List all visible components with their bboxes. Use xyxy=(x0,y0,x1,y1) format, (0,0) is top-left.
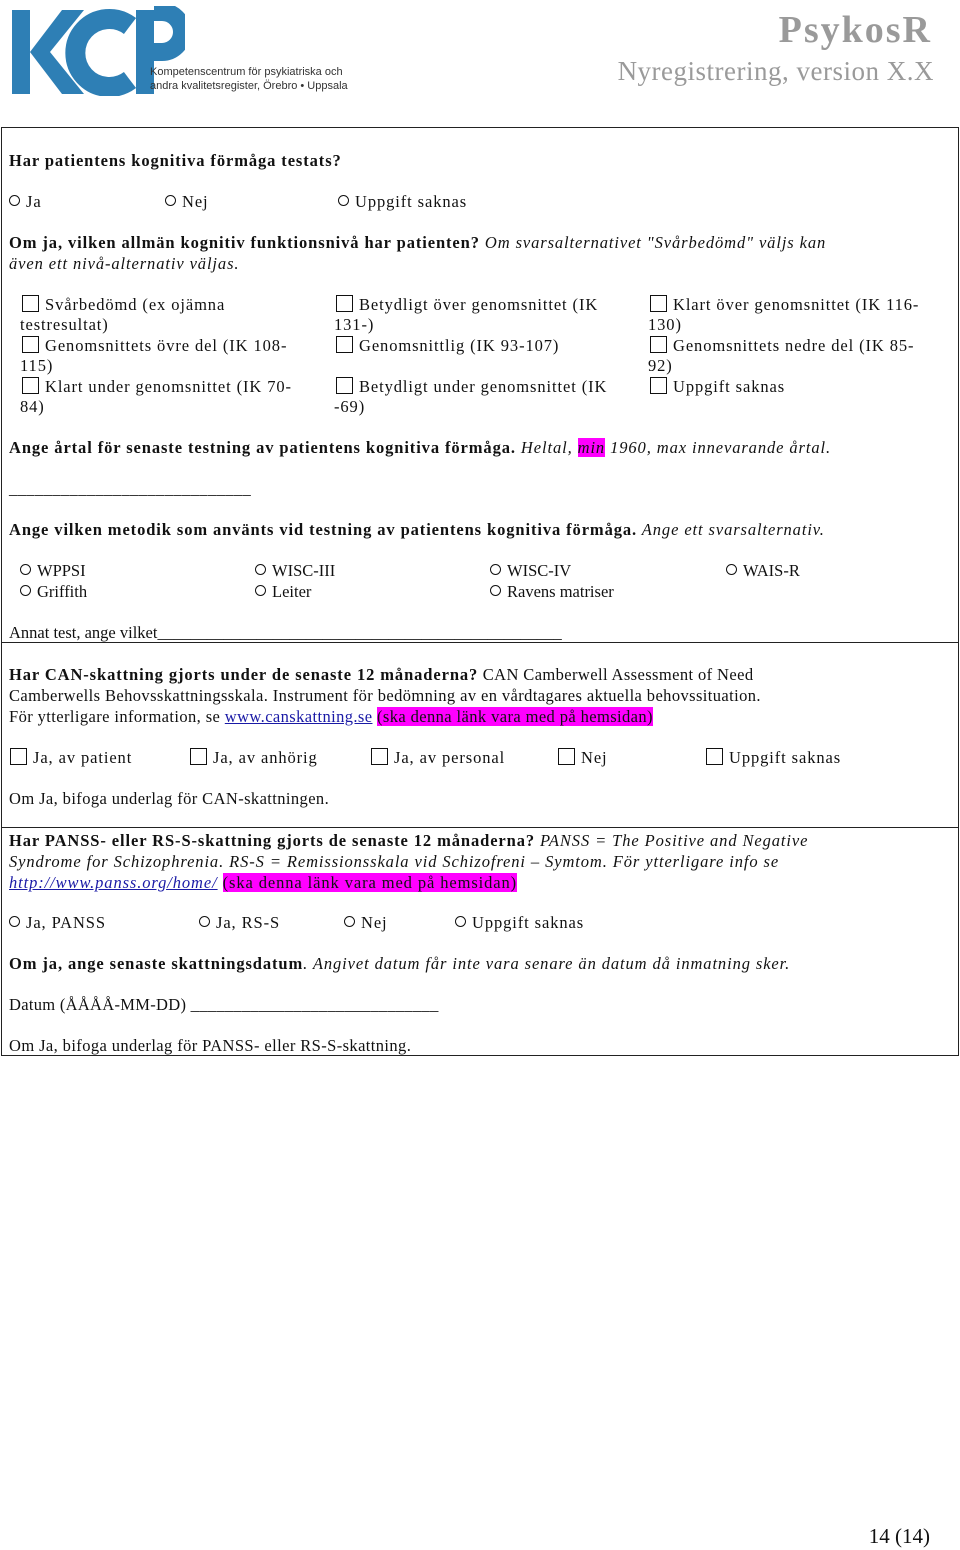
can-desc-3-text: För ytterligare information, se xyxy=(9,707,225,726)
method-note: Ange ett svarsalternativ. xyxy=(637,520,825,539)
panss-question-text: Har PANSS- eller RS-S-skattning gjorts de senaste 12 månaderna? xyxy=(9,831,536,850)
other-test-field[interactable]: Annat test, ange vilket_________________________________________________ xyxy=(9,623,562,642)
level-betydligt-over[interactable]: Betydligt över genomsnittet (IK xyxy=(336,293,598,315)
method-question-text: Ange vilken metodik som använts vid testning av patientens kognitiva förmåga. xyxy=(9,520,638,539)
kcp-logo xyxy=(10,6,348,96)
level-svarbedomd-cont: testresultat) xyxy=(20,315,109,334)
page-number: 14 (14) xyxy=(868,1524,930,1548)
level-nedre-del[interactable]: Genomsnittets nedre del (IK 85- xyxy=(650,334,914,356)
date-question-text: Om ja, ange senaste skattningsdatum xyxy=(9,954,304,973)
can-option-nej[interactable]: Nej xyxy=(558,746,608,768)
year-note-1: Heltal, xyxy=(515,438,578,457)
level-klart-under-cont: 84) xyxy=(20,397,45,416)
method-griffith[interactable]: Griffith xyxy=(20,581,87,602)
year-input-line[interactable]: ____________________________ xyxy=(9,479,252,498)
method-wppsi[interactable]: WPPSI xyxy=(20,560,86,581)
level-nedre-del-cont: 92) xyxy=(648,356,673,375)
year-question xyxy=(9,437,831,458)
level-svarbedomd[interactable]: Svårbedömd (ex ojämna xyxy=(22,293,225,315)
method-ravens-matriser[interactable]: Ravens matriser xyxy=(490,581,614,602)
panss-attach-note: Om Ja, bifoga underlag för PANSS- eller RS-S-skattning. xyxy=(9,1036,412,1055)
date-note: . Angivet datum får inte vara senare än datum då inmatning sker. xyxy=(303,954,791,973)
panss-desc-3 xyxy=(9,872,517,893)
can-question-text: Har CAN-skattning gjorts under de senaste 12 månaderna? xyxy=(9,665,479,684)
panss-link-note: (ska denna länk vara med på hemsidan) xyxy=(222,873,518,892)
cognitive-option-nej[interactable]: Nej xyxy=(165,191,209,212)
panss-option-ja-rs-s[interactable]: Ja, RS-S xyxy=(199,912,280,933)
method-wisc-iii[interactable]: WISC-III xyxy=(255,560,335,581)
app-title: PsykosR xyxy=(778,9,932,51)
level-betydligt-under[interactable]: Betydligt under genomsnittet (IK xyxy=(336,375,607,397)
level-klart-under[interactable]: Klart under genomsnittet (IK 70- xyxy=(22,375,292,397)
can-desc-1: CAN Camberwell Assessment of Need xyxy=(478,665,754,684)
panss-question xyxy=(9,830,808,851)
can-link-note: (ska denna länk vara med på hemsidan) xyxy=(377,707,653,726)
level-ovre-del[interactable]: Genomsnittets övre del (IK 108- xyxy=(22,334,287,356)
cognitive-option-ja[interactable]: Ja xyxy=(9,191,42,212)
can-option-ja-patient[interactable]: Ja, av patient xyxy=(10,746,132,768)
panss-option-uppgift-saknas[interactable]: Uppgift saknas xyxy=(455,912,584,933)
panss-desc-1: PANSS = The Positive and Negative xyxy=(535,831,809,850)
section-divider-panss xyxy=(1,827,959,828)
can-option-ja-personal[interactable]: Ja, av personal xyxy=(371,746,505,768)
level-genomsnittlig[interactable]: Genomsnittlig (IK 93-107) xyxy=(336,334,559,356)
level-ovre-del-cont: 115) xyxy=(20,356,54,375)
can-option-uppgift-saknas[interactable]: Uppgift saknas xyxy=(706,746,841,768)
panss-option-nej[interactable]: Nej xyxy=(344,912,388,933)
method-wisc-iv[interactable]: WISC-IV xyxy=(490,560,571,581)
can-desc-2: Camberwells Behovsskattningsskala. Instrument för bedömning av en vårdtagares aktuella behovssituation. xyxy=(9,686,761,705)
panss-link[interactable]: http://www.panss.org/home/ xyxy=(9,873,218,892)
document-subtitle: Nyregistrering, version X.X xyxy=(617,56,934,86)
logo-text-line-1: Kompetenscentrum för psykiatriska och xyxy=(150,66,343,78)
logo-text-line-2: andra kvalitetsregister, Örebro • Uppsala xyxy=(150,80,348,92)
level-question-text: Om ja, vilken allmän kognitiv funktionsnivå har patienten? xyxy=(9,233,480,252)
level-betydligt-under-cont: -69) xyxy=(334,397,366,416)
panss-date-question xyxy=(9,953,790,974)
year-note-2: 1960, max innevarande årtal. xyxy=(605,438,831,457)
level-klart-over[interactable]: Klart över genomsnittet (IK 116- xyxy=(650,293,919,315)
level-note-text: Om svarsalternativet "Svårbedömd" väljs kan xyxy=(479,233,827,252)
panss-option-ja-panss[interactable]: Ja, PANSS xyxy=(9,912,106,933)
method-question xyxy=(9,519,825,540)
can-attach-note: Om Ja, bifoga underlag för CAN-skattningen. xyxy=(9,789,330,808)
cognitive-level-question xyxy=(9,232,826,253)
panss-desc-2: Syndrome for Schizophrenia. RS-S = Remissionsskala vid Schizofreni – Symtom. För ytterligare info se xyxy=(9,852,780,871)
year-note-min: min xyxy=(577,438,606,457)
method-leiter[interactable]: Leiter xyxy=(255,581,311,602)
can-question xyxy=(9,664,753,685)
cognitive-option-uppgift-saknas[interactable]: Uppgift saknas xyxy=(338,191,467,212)
can-option-ja-anhorig[interactable]: Ja, av anhörig xyxy=(190,746,318,768)
can-desc-3 xyxy=(9,706,653,727)
cognitive-tested-question: Har patientens kognitiva förmåga testats? xyxy=(9,151,342,170)
level-uppgift-saknas[interactable]: Uppgift saknas xyxy=(650,375,785,397)
panss-date-field[interactable]: Datum (ÅÅÅÅ-MM-DD) _____________________________ xyxy=(9,995,439,1014)
method-wais-r[interactable]: WAIS-R xyxy=(726,560,800,581)
level-note-line-2: även ett nivå-alternativ väljas. xyxy=(9,254,240,273)
level-betydligt-over-cont: 131-) xyxy=(334,315,375,334)
can-link[interactable]: www.canskattning.se xyxy=(224,707,373,726)
level-klart-over-cont: 130) xyxy=(648,315,682,334)
year-question-text: Ange årtal för senaste testning av patientens kognitiva förmåga. xyxy=(9,438,516,457)
